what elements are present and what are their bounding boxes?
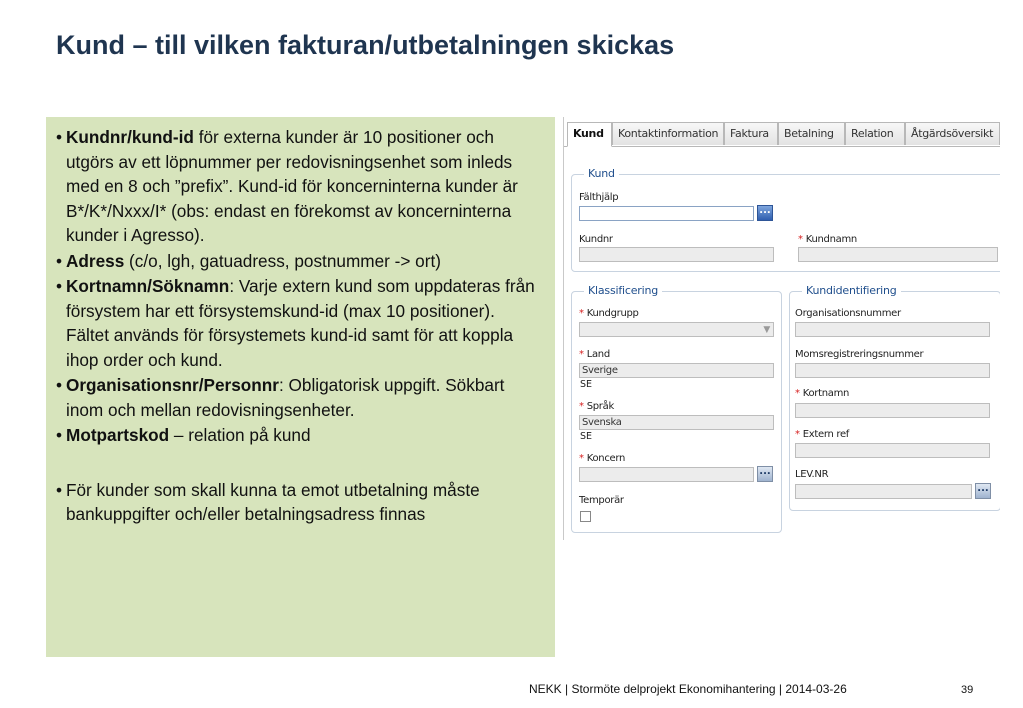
bullet-dot: • [56, 127, 63, 147]
levnr-field[interactable] [795, 484, 972, 499]
bullet-text: : Obligatorisk uppgift. Sökbart inom och mellan redovisningsenheter. [66, 375, 505, 420]
koncern-field[interactable] [579, 467, 754, 482]
tab-relation[interactable]: Relation [845, 122, 905, 145]
kundgrupp-select[interactable] [579, 322, 774, 337]
required-mark: * [579, 453, 584, 464]
tab-faktura[interactable]: Faktura [724, 122, 778, 145]
kundnr-field[interactable] [579, 247, 774, 262]
momsnr-field[interactable] [795, 363, 990, 378]
tab-bar [564, 121, 1000, 147]
bullet-item [56, 125, 541, 248]
levnr-lookup-button[interactable]: ... [975, 483, 991, 499]
bullet-term: Organisationsnr/Personnr [66, 375, 279, 395]
required-mark: * [795, 388, 800, 399]
bullet-item [56, 478, 541, 527]
bullet-text: : Varje extern kund som uppdateras från försystem har ett försystemskund-id (max 10 positioner). Fältet används för försystemets kund-id samt för att koppla ihop order och kund. [66, 276, 535, 370]
sprak-field[interactable]: Svenska [579, 415, 774, 430]
externref-label: * Extern ref [795, 429, 850, 440]
externref-field[interactable] [795, 443, 990, 458]
required-mark: * [579, 349, 584, 360]
orgnr-field[interactable] [795, 322, 990, 337]
required-mark: * [579, 401, 584, 412]
bullet-dot: • [56, 479, 63, 500]
kundnr-label: Kundnr [579, 234, 613, 245]
falthjalp-input[interactable] [579, 206, 754, 221]
bullet-item [56, 423, 541, 448]
falthjalp-label: Fälthjälp [579, 192, 619, 203]
slide-title: Kund – till vilken fakturan/utbetalningen skickas [56, 30, 675, 60]
sprak-code: SE [580, 431, 593, 442]
koncern-lookup-button[interactable]: ... [757, 466, 773, 482]
kund-group [571, 167, 1000, 272]
bullet-panel [46, 117, 555, 657]
bullet-term: Motpartskod [66, 425, 170, 445]
slide-footer: NEKK | Stormöte delprojekt Ekonomihantering | 2014-03-26 [529, 682, 847, 696]
bullet-text: för externa kunder är 10 positioner och utgörs av ett löpnummer per redovisningsenhet som inleds med en 8 och ”prefix”. Kund-id för koncerninterna kunder är B*/K*/Nxxx/I* (obs: endast en förekomst av koncerninterna kunder i Agresso). [66, 127, 518, 245]
levnr-label: LEV.NR [795, 469, 829, 480]
bullet-item [56, 373, 541, 422]
momsnr-label: Momsregistreringsnummer [795, 349, 924, 360]
bullet-text: – relation på kund [169, 425, 311, 445]
kortnamn-field[interactable] [795, 403, 990, 418]
falthjalp-lookup-button[interactable]: ... [757, 205, 773, 221]
orgnr-label: Organisationsnummer [795, 308, 901, 319]
bullet-item [56, 249, 541, 274]
bullet-term: Kundnr/kund-id [66, 127, 194, 147]
bullet-term: Kortnamn/Söknamn [66, 276, 230, 296]
bullet-list [56, 125, 541, 528]
land-label: * Land [579, 349, 610, 360]
kund-group-title: Kund [584, 167, 619, 180]
klassificering-group-title: Klassificering [584, 284, 662, 297]
required-mark: * [798, 234, 803, 245]
kundgrupp-label: * Kundgrupp [579, 308, 639, 319]
bullet-text: För kunder som skall kunna ta emot utbetalning måste bankuppgifter och/eller betalningsadress finnas [66, 479, 480, 524]
chevron-down-icon: ▼ [763, 325, 770, 335]
required-mark: * [579, 308, 584, 319]
bullet-dot: • [56, 425, 63, 445]
temporar-checkbox[interactable] [580, 511, 591, 522]
required-mark: * [795, 429, 800, 440]
bullet-dot: • [56, 276, 63, 296]
land-code: SE [580, 379, 593, 390]
kundnamn-field[interactable] [798, 247, 998, 262]
land-field[interactable]: Sverige [579, 363, 774, 378]
kundnamn-label: * Kundnamn [798, 234, 857, 245]
kundidentifiering-group [789, 284, 1000, 511]
tab-kund[interactable]: Kund [567, 122, 612, 147]
bullet-term: Adress [66, 250, 125, 271]
sprak-label: * Språk [579, 401, 614, 412]
page-number: 39 [961, 684, 974, 696]
tab-atgardsoversikt[interactable]: Åtgärdsöversikt [905, 122, 1000, 145]
tab-kontaktinformation[interactable]: Kontaktinformation [612, 122, 724, 145]
tab-betalning[interactable]: Betalning [778, 122, 845, 145]
kortnamn-label: * Kortnamn [795, 388, 850, 399]
klassificering-group [571, 284, 782, 533]
bullet-dot: • [56, 375, 63, 395]
koncern-label: * Koncern [579, 453, 626, 464]
customer-form-screenshot [563, 117, 1000, 540]
temporar-label: Temporär [579, 495, 624, 506]
bullet-text: (c/o, lgh, gatuadress, postnummer -> ort) [124, 250, 441, 271]
bullet-dot: • [56, 250, 63, 271]
bullet-item [56, 274, 541, 372]
kundidentifiering-group-title: Kundidentifiering [802, 284, 901, 297]
